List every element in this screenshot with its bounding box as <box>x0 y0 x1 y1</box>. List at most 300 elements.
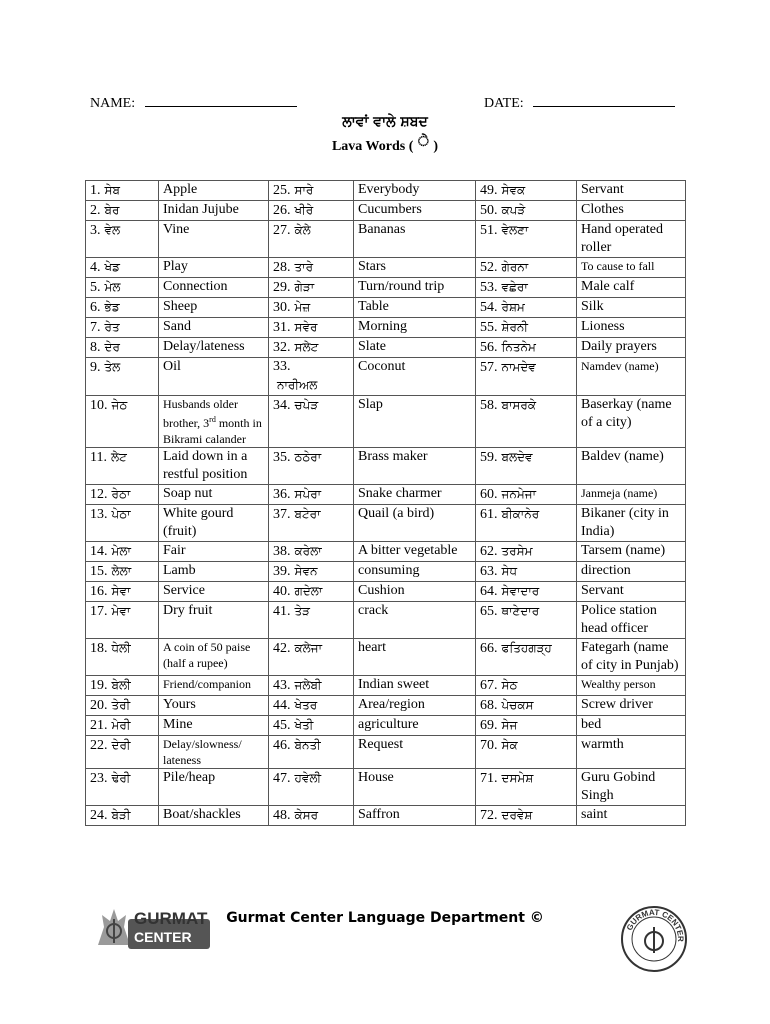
item-number: 44. <box>273 698 291 713</box>
english-meaning: Play <box>159 258 269 278</box>
word-number-cell <box>476 181 577 201</box>
item-number: 24. <box>90 808 108 823</box>
punjabi-word: ਨਾਮਦੇਵ <box>501 360 536 374</box>
english-meaning: Apple <box>159 181 269 201</box>
word-number-cell <box>269 396 354 448</box>
punjabi-word: ਥਾਣੇਦਾਰ <box>501 604 540 618</box>
word-number-cell <box>86 201 159 221</box>
word-number-cell <box>86 448 159 485</box>
word-number-cell <box>86 542 159 562</box>
item-number: 9. <box>90 360 101 375</box>
table-row <box>86 769 686 806</box>
word-number-cell <box>476 505 577 542</box>
punjabi-word: ਮੇਰੀ <box>111 718 131 732</box>
title-close-paren: ) <box>433 139 439 154</box>
item-number: 11. <box>90 450 107 465</box>
word-number-cell <box>476 201 577 221</box>
date-field[interactable] <box>484 94 675 112</box>
punjabi-word: ਬੇਰ <box>104 203 120 217</box>
english-meaning: Connection <box>159 278 269 298</box>
table-row <box>86 602 686 639</box>
item-number: 53. <box>480 280 498 295</box>
word-number-cell <box>86 736 159 769</box>
punjabi-word: ਦੇਰੀ <box>111 738 131 752</box>
word-number-cell <box>269 278 354 298</box>
seal-text: GURMAT CENTER <box>624 907 686 942</box>
word-number-cell <box>476 676 577 696</box>
word-number-cell <box>476 485 577 505</box>
table-row <box>86 736 686 769</box>
word-number-cell <box>476 396 577 448</box>
english-meaning: Dry fruit <box>159 602 269 639</box>
english-meaning: heart <box>354 639 476 676</box>
punjabi-word: ਪੇਠਾ <box>111 507 131 521</box>
word-number-cell <box>476 298 577 318</box>
english-meaning: Stars <box>354 258 476 278</box>
item-number: 1. <box>90 183 101 198</box>
item-number: 14. <box>90 544 108 559</box>
punjabi-word: ਸੇਬ <box>104 183 120 197</box>
punjabi-word: ਸਵੇਰ <box>294 320 318 334</box>
item-number: 57. <box>480 360 498 375</box>
table-row <box>86 639 686 676</box>
english-meaning: Sheep <box>159 298 269 318</box>
word-number-cell <box>476 358 577 396</box>
english-meaning: Cucumbers <box>354 201 476 221</box>
item-number: 49. <box>480 183 498 198</box>
english-meaning: House <box>354 769 476 806</box>
item-number: 64. <box>480 584 498 599</box>
item-number: 58. <box>480 398 498 413</box>
punjabi-word: ਤੇਲ <box>104 360 121 374</box>
punjabi-word: ਖੇਡ <box>104 260 120 274</box>
word-number-cell <box>86 278 159 298</box>
word-number-cell <box>476 562 577 582</box>
word-number-cell <box>86 769 159 806</box>
english-meaning: Cushion <box>354 582 476 602</box>
item-number: 13. <box>90 507 108 522</box>
item-number: 12. <box>90 487 108 502</box>
item-number: 17. <box>90 604 108 619</box>
punjabi-word: ਜਨਮੇਜਾ <box>501 487 537 501</box>
english-meaning: Screw driver <box>577 696 686 716</box>
english-meaning: Baserkay (name of a city) <box>577 396 686 448</box>
punjabi-word: ਲੇਲਾ <box>111 564 132 578</box>
punjabi-word: ਮੇਵਾ <box>111 604 131 618</box>
item-number: 69. <box>480 718 498 733</box>
word-number-cell <box>269 736 354 769</box>
item-number: 71. <box>480 771 498 786</box>
item-number: 2. <box>90 203 101 218</box>
english-meaning: Everybody <box>354 181 476 201</box>
item-number: 67. <box>480 678 498 693</box>
punjabi-word: ਬਲਦੇਵ <box>501 450 533 464</box>
word-number-cell <box>86 716 159 736</box>
english-meaning: Boat/shackles <box>159 806 269 826</box>
item-number: 33. <box>273 359 291 374</box>
item-number: 41. <box>273 604 291 619</box>
punjabi-word: ਦਸਮੇਸ਼ <box>501 771 534 785</box>
english-meaning: Pile/heap <box>159 769 269 806</box>
word-number-cell <box>86 396 159 448</box>
word-number-cell <box>269 181 354 201</box>
item-number: 61. <box>480 507 498 522</box>
english-meaning: Laid down in a restful position <box>159 448 269 485</box>
item-number: 43. <box>273 678 291 693</box>
punjabi-word: ਮੇਲ <box>104 280 121 294</box>
word-number-cell <box>269 221 354 258</box>
punjabi-word: ਗੇਰਨਾ <box>501 260 529 274</box>
table-row <box>86 396 686 448</box>
english-meaning: Police station head officer <box>577 602 686 639</box>
punjabi-word: ਢੇਰੀ <box>111 771 131 785</box>
english-meaning: Delay/lateness <box>159 338 269 358</box>
table-row <box>86 485 686 505</box>
word-number-cell <box>476 602 577 639</box>
item-number: 62. <box>480 544 498 559</box>
word-number-cell <box>269 505 354 542</box>
english-meaning: A bitter vegetable <box>354 542 476 562</box>
english-meaning: Snake charmer <box>354 485 476 505</box>
punjabi-word: ਬੇੜੀ <box>111 808 131 822</box>
punjabi-word: ਫਤਿਹਗੜ੍ਹ <box>501 641 552 655</box>
punjabi-word: ਸਾਰੇ <box>294 183 314 197</box>
word-number-cell <box>86 485 159 505</box>
punjabi-word: ਖੇਤਰ <box>294 698 318 712</box>
item-number: 31. <box>273 320 291 335</box>
english-meaning: Male calf <box>577 278 686 298</box>
item-number: 50. <box>480 203 498 218</box>
table-row <box>86 505 686 542</box>
word-number-cell <box>269 258 354 278</box>
punjabi-word: ਸੇਜ <box>501 718 518 732</box>
word-number-cell <box>476 639 577 676</box>
punjabi-word: ਸਪੇਰਾ <box>294 487 322 501</box>
word-number-cell <box>269 201 354 221</box>
word-number-cell <box>476 542 577 562</box>
english-meaning: Inidan Jujube <box>159 201 269 221</box>
name-blank[interactable] <box>145 94 297 107</box>
punjabi-word: ਤਾਰੇ <box>294 260 314 274</box>
word-number-cell <box>269 542 354 562</box>
item-number: 40. <box>273 584 291 599</box>
punjabi-word: ਧੇਲੀ <box>111 641 131 655</box>
english-meaning: bed <box>577 716 686 736</box>
word-number-cell <box>476 278 577 298</box>
punjabi-word: ਰੇਸ਼ਮ <box>501 300 525 314</box>
table-row <box>86 181 686 201</box>
table-row <box>86 221 686 258</box>
item-number: 21. <box>90 718 108 733</box>
word-number-cell <box>476 582 577 602</box>
punjabi-word: ਬਟੇਰਾ <box>294 507 321 521</box>
english-meaning: Servant <box>577 181 686 201</box>
punjabi-word: ਬੀਕਾਨੇਰ <box>501 507 540 521</box>
word-number-cell <box>476 258 577 278</box>
english-meaning: Silk <box>577 298 686 318</box>
item-number: 59. <box>480 450 498 465</box>
english-meaning: White gourd (fruit) <box>159 505 269 542</box>
punjabi-word: ਖੇਤੀ <box>294 718 314 732</box>
punjabi-word: ਬਾਸਰਕੇ <box>501 398 537 412</box>
item-number: 37. <box>273 507 291 522</box>
item-number: 52. <box>480 260 498 275</box>
word-number-cell <box>86 505 159 542</box>
item-number: 72. <box>480 808 498 823</box>
item-number: 27. <box>273 223 291 238</box>
punjabi-word: ਸੇਵਨ <box>294 564 318 578</box>
table-row <box>86 338 686 358</box>
english-meaning: Clothes <box>577 201 686 221</box>
punjabi-word: ਹਵੇਲੀ <box>294 771 322 785</box>
item-number: 48. <box>273 808 291 823</box>
punjabi-word: ਗਦੇਲਾ <box>294 584 323 598</box>
punjabi-word: ਖੀਰੇ <box>294 203 314 217</box>
seal-icon <box>620 905 688 973</box>
punjabi-word: ਮੇਲਾ <box>111 544 131 558</box>
item-number: 10. <box>90 398 108 413</box>
word-number-cell <box>86 639 159 676</box>
english-meaning: Area/region <box>354 696 476 716</box>
item-number: 32. <box>273 340 291 355</box>
word-number-cell <box>476 221 577 258</box>
english-meaning: To cause to fall <box>577 258 686 278</box>
name-field[interactable] <box>90 94 297 112</box>
punjabi-word: ਜੇਠ <box>111 398 128 412</box>
table-row <box>86 582 686 602</box>
item-number: 51. <box>480 223 498 238</box>
english-meaning: Quail (a bird) <box>354 505 476 542</box>
english-meaning: Lamb <box>159 562 269 582</box>
item-number: 25. <box>273 183 291 198</box>
punjabi-word: ਤੇੜ <box>294 604 311 618</box>
word-number-cell <box>269 485 354 505</box>
english-meaning: Hand operated roller <box>577 221 686 258</box>
table-row <box>86 278 686 298</box>
punjabi-word: ਵਛੇਰਾ <box>501 280 528 294</box>
punjabi-word: ਨਾਰੀਅਲ <box>277 378 318 392</box>
item-number: 65. <box>480 604 498 619</box>
item-number: 55. <box>480 320 498 335</box>
english-meaning: Brass maker <box>354 448 476 485</box>
item-number: 45. <box>273 718 291 733</box>
logo-word-gurmat: GURMAT <box>134 909 208 928</box>
item-number: 66. <box>480 641 498 656</box>
english-meaning: Bikaner (city in India) <box>577 505 686 542</box>
gurmat-center-seal <box>620 905 688 973</box>
word-number-cell <box>476 448 577 485</box>
english-meaning: Slate <box>354 338 476 358</box>
english-meaning: Oil <box>159 358 269 396</box>
item-number: 18. <box>90 641 108 656</box>
word-number-cell <box>86 582 159 602</box>
word-number-cell <box>476 338 577 358</box>
word-number-cell <box>269 696 354 716</box>
item-number: 47. <box>273 771 291 786</box>
table-row <box>86 676 686 696</box>
punjabi-word: ਕਰੇਲਾ <box>294 544 322 558</box>
item-number: 68. <box>480 698 498 713</box>
english-meaning: Fair <box>159 542 269 562</box>
punjabi-word: ਸੇਵਾ <box>111 584 131 598</box>
item-number: 30. <box>273 300 291 315</box>
table-row <box>86 562 686 582</box>
punjabi-word: ਸੇਵਕ <box>501 183 526 197</box>
word-number-cell <box>86 602 159 639</box>
logo-word-center: CENTER <box>134 929 192 945</box>
item-number: 28. <box>273 260 291 275</box>
punjabi-word: ਤਰਸੇਮ <box>501 544 533 558</box>
punjabi-word: ਗੇੜਾ <box>294 280 315 294</box>
english-meaning: Slap <box>354 396 476 448</box>
english-meaning: Janmeja (name) <box>577 485 686 505</box>
word-number-cell <box>86 181 159 201</box>
word-number-cell <box>269 338 354 358</box>
punjabi-word: ਪੇਚਕਸ <box>501 698 534 712</box>
footer-text: Gurmat Center Language Department © <box>226 910 544 926</box>
punjabi-word: ਦੇਰ <box>104 340 120 354</box>
english-meaning: Delay/slowness/ lateness <box>159 736 269 769</box>
english-meaning: Request <box>354 736 476 769</box>
item-number: 15. <box>90 564 108 579</box>
english-meaning: Friend/companion <box>159 676 269 696</box>
english-meaning: direction <box>577 562 686 582</box>
table-row <box>86 696 686 716</box>
word-number-cell <box>269 448 354 485</box>
english-meaning: Coconut <box>354 358 476 396</box>
punjabi-word: ਸਲੇਟ <box>294 340 319 354</box>
punjabi-word: ਮੇਜ਼ <box>294 300 311 314</box>
word-table <box>85 180 686 826</box>
table-row <box>86 298 686 318</box>
punjabi-word: ਕੇਸਰ <box>294 808 319 822</box>
table-row <box>86 258 686 278</box>
word-number-cell <box>86 358 159 396</box>
word-number-cell <box>86 562 159 582</box>
item-number: 39. <box>273 564 291 579</box>
word-number-cell <box>476 318 577 338</box>
word-number-cell <box>269 318 354 338</box>
word-number-cell <box>269 806 354 826</box>
punjabi-word: ਲੇਟ <box>110 450 127 464</box>
english-meaning: Servant <box>577 582 686 602</box>
punjabi-word: ਬੇਲੀ <box>111 678 131 692</box>
english-meaning: Service <box>159 582 269 602</box>
word-number-cell <box>269 358 354 396</box>
english-meaning: A coin of 50 paise (half a rupee) <box>159 639 269 676</box>
english-meaning: Tarsem (name) <box>577 542 686 562</box>
name-label: NAME: <box>90 96 136 111</box>
word-number-cell <box>476 696 577 716</box>
word-number-cell <box>86 318 159 338</box>
english-meaning: consuming <box>354 562 476 582</box>
english-meaning: Indian sweet <box>354 676 476 696</box>
english-meaning: Namdev (name) <box>577 358 686 396</box>
item-number: 19. <box>90 678 108 693</box>
english-meaning: Fategarh (name of city in Punjab) <box>577 639 686 676</box>
table-row <box>86 318 686 338</box>
item-number: 16. <box>90 584 108 599</box>
item-number: 46. <box>273 738 291 753</box>
word-number-cell <box>86 806 159 826</box>
word-number-cell <box>269 716 354 736</box>
punjabi-word: ਠਠੇਰਾ <box>294 450 322 464</box>
punjabi-word: ਜਲੇਬੀ <box>294 678 322 692</box>
item-number: 63. <box>480 564 498 579</box>
item-number: 22. <box>90 738 108 753</box>
english-meaning: agriculture <box>354 716 476 736</box>
item-number: 6. <box>90 300 101 315</box>
lava-symbol: ੇ <box>417 135 429 150</box>
item-number: 42. <box>273 641 291 656</box>
english-meaning: saint <box>577 806 686 826</box>
punjabi-word: ਰੇਤ <box>104 320 120 334</box>
word-number-cell <box>86 676 159 696</box>
word-number-cell <box>269 676 354 696</box>
english-meaning: Saffron <box>354 806 476 826</box>
english-meaning: Soap nut <box>159 485 269 505</box>
table-row <box>86 448 686 485</box>
table-row <box>86 806 686 826</box>
item-number: 29. <box>273 280 291 295</box>
punjabi-word: ਸੇਕ <box>501 738 518 752</box>
title-english-text: Lava Words <box>331 139 406 154</box>
punjabi-word: ਰੇਠਾ <box>111 487 131 501</box>
english-meaning: Vine <box>159 221 269 258</box>
word-number-cell <box>86 338 159 358</box>
word-number-cell <box>86 298 159 318</box>
english-meaning: warmth <box>577 736 686 769</box>
english-meaning: Lioness <box>577 318 686 338</box>
item-number: 70. <box>480 738 498 753</box>
punjabi-word: ਨਿਤਨੇਮ <box>501 340 536 354</box>
table-row <box>86 358 686 396</box>
word-number-cell <box>86 221 159 258</box>
item-number: 3. <box>90 223 101 238</box>
item-number: 5. <box>90 280 101 295</box>
item-number: 60. <box>480 487 498 502</box>
punjabi-word: ਸੇਵਾਦਾਰ <box>501 584 540 598</box>
punjabi-word: ਸ਼ੇਰਨੀ <box>501 320 529 334</box>
punjabi-word: ਦਰਵੇਸ਼ <box>501 808 533 822</box>
punjabi-word: ਕੇਲੇ <box>294 223 311 237</box>
item-number: 56. <box>480 340 498 355</box>
punjabi-word: ਸੇਠ <box>501 678 518 692</box>
item-number: 8. <box>90 340 101 355</box>
english-meaning: Guru Gobind Singh <box>577 769 686 806</box>
english-meaning: Baldev (name) <box>577 448 686 485</box>
english-meaning: Daily prayers <box>577 338 686 358</box>
word-number-cell <box>269 582 354 602</box>
item-number: 38. <box>273 544 291 559</box>
punjabi-word: ਕਲੇਜਾ <box>294 641 323 655</box>
word-number-cell <box>476 736 577 769</box>
title-punjabi: ਲਾਵਾਂ ਵਾਲੇ ਸ਼ਬਦ <box>342 114 428 130</box>
word-number-cell <box>269 562 354 582</box>
table-row <box>86 201 686 221</box>
word-table-body <box>86 181 686 826</box>
english-meaning: Yours <box>159 696 269 716</box>
word-number-cell <box>269 602 354 639</box>
item-number: 7. <box>90 320 101 335</box>
word-number-cell <box>476 806 577 826</box>
english-meaning: Mine <box>159 716 269 736</box>
english-meaning: crack <box>354 602 476 639</box>
item-number: 20. <box>90 698 108 713</box>
english-meaning: Table <box>354 298 476 318</box>
date-blank[interactable] <box>533 94 675 107</box>
item-number: 54. <box>480 300 498 315</box>
